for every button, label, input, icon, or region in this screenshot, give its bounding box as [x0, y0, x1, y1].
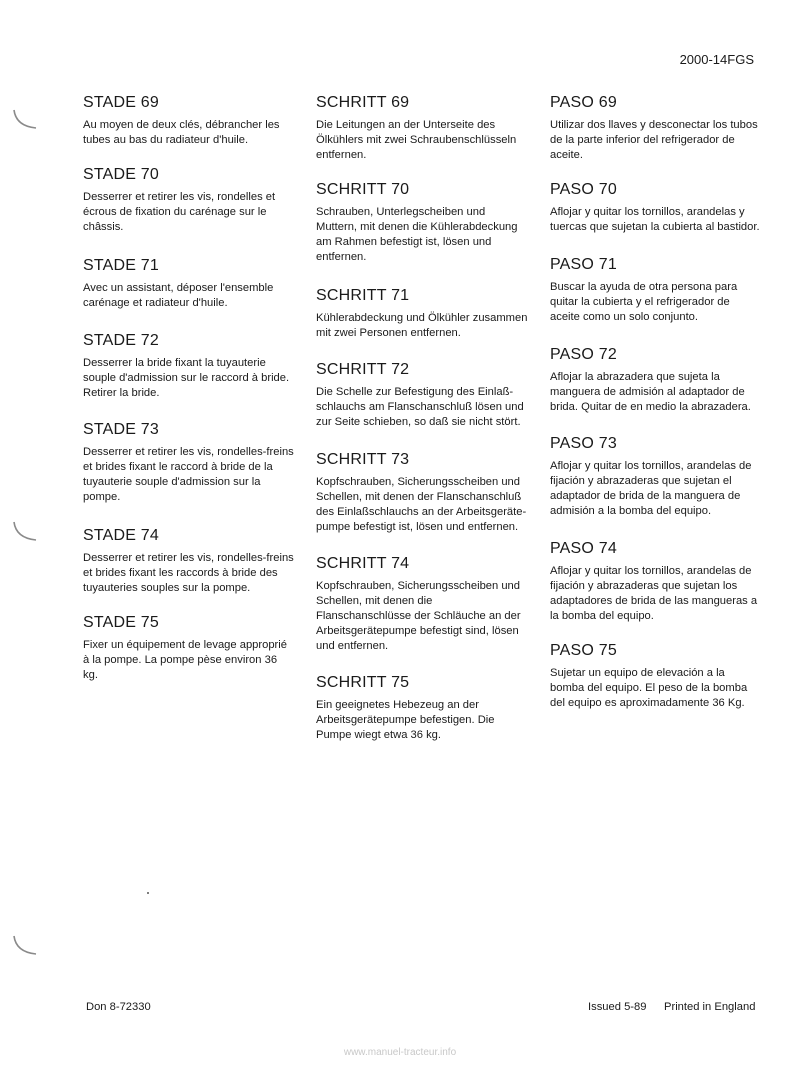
step-block	[550, 346, 762, 415]
step-text: Desserrer et retirer les vis, rondelles et écrous de fixation du carénage sur le châssis.	[83, 191, 276, 233]
step-text: Die Leitungen an der Unterseite des Ölkühlers mit zwei Schraubenschlüsseln entfernen.	[316, 119, 517, 161]
step-text: Au moyen de deux clés, débrancher les tubes au bas du radiateur d'huile.	[83, 119, 280, 146]
step-block	[316, 674, 528, 743]
step-text: Aflojar y quitar los tornillos, arandelas y tuercas que sujetan la cubierta al bastidor.	[550, 206, 760, 233]
step-title: PASO 74	[550, 540, 617, 557]
step-block	[316, 361, 528, 430]
step-title: STADE 71	[83, 257, 159, 274]
step-block	[550, 642, 762, 711]
step-text: Ein geeignetes Hebezeug an der Arbeitsgerätepumpe befestigen. Die Pumpe wiegt etwa 36 kg.	[316, 699, 495, 741]
step-block	[83, 332, 295, 401]
step-title: SCHRITT 71	[316, 287, 410, 304]
step-block	[316, 94, 528, 163]
step-block	[316, 181, 528, 265]
step-text: Desserrer et retirer les vis, rondelles-freins et brides fixant les raccords à bride des tuyauteries souples sur la pompe.	[83, 552, 294, 594]
step-text: Sujetar un equipo de elevación a la bomba del equipo. El peso de la bomba del equipo es aproximadamente 36 Kg.	[550, 667, 748, 709]
step-text: Aflojar y quitar los tornillos, arandelas de fijación y abrazaderas que sujetan los adaptadores de brida de las mangueras a la bomba del equipo.	[550, 565, 758, 622]
step-title: STADE 75	[83, 614, 159, 631]
step-title: STADE 74	[83, 527, 159, 544]
step-block	[550, 256, 762, 325]
step-text: Buscar la ayuda de otra persona para quitar la cubierta y el refrigerador de aceite como un solo conjunto.	[550, 281, 738, 323]
step-block	[83, 257, 295, 311]
step-text: Fixer un équipement de levage approprié à la pompe. La pompe pèse environ 36 kg.	[83, 639, 287, 681]
step-block	[550, 94, 762, 163]
step-title: STADE 70	[83, 166, 159, 183]
binder-hole-mark	[10, 104, 40, 134]
step-text: Utilizar dos llaves y desconectar los tubos de la parte inferior del refrigerador de aceite.	[550, 119, 758, 161]
step-text: Aflojar la abrazadera que sujeta la manguera de admisión al adaptador de brida. Quitar de en medio la abrazadera.	[550, 371, 751, 413]
step-title: SCHRITT 75	[316, 674, 410, 691]
step-title: STADE 69	[83, 94, 159, 111]
step-title: PASO 70	[550, 181, 617, 198]
binder-hole-mark	[10, 516, 40, 546]
step-text: Schrauben, Unterlegscheiben und Muttern, mit denen die Kühlerabdeckung am Rahmen befestigt ist, lösen und entfernen.	[316, 206, 518, 263]
footer-printed: Printed in England	[664, 1001, 756, 1013]
step-text: Kopfschrauben, Sicherungsscheiben und Schellen, mit denen der Flanschanschluß des Einlaßschlauchs an der Arbeitsgeräte-pumpe befestigt ist, lösen und entfernen.	[316, 476, 527, 533]
step-block	[83, 614, 295, 683]
step-block	[316, 451, 528, 535]
step-title: SCHRITT 73	[316, 451, 410, 468]
step-block	[550, 181, 762, 235]
step-block	[83, 166, 295, 235]
step-text: Kühlerabdeckung und Ölkühler zusammen mit zwei Personen entfernen.	[316, 312, 528, 339]
step-title: SCHRITT 69	[316, 94, 410, 111]
footer-issued: Issued 5-89	[588, 1001, 647, 1013]
step-title: SCHRITT 74	[316, 555, 410, 572]
step-block	[83, 421, 295, 505]
step-block	[316, 555, 528, 654]
step-title: PASO 73	[550, 435, 617, 452]
step-title: PASO 69	[550, 94, 617, 111]
step-text: Aflojar y quitar los tornillos, arandelas de fijación y abrazaderas que sujetan el adaptador de brida de la manguera de admisión a la bomba del equipo.	[550, 460, 752, 517]
step-block	[316, 287, 528, 341]
watermark: www.manuel-tracteur.info	[343, 1047, 457, 1058]
document-code: 2000-14FGS	[679, 52, 754, 67]
step-block	[550, 435, 762, 519]
step-block	[83, 527, 295, 596]
step-title: SCHRITT 70	[316, 181, 410, 198]
step-title: PASO 75	[550, 642, 617, 659]
step-title: PASO 71	[550, 256, 617, 273]
step-title: PASO 72	[550, 346, 617, 363]
step-block	[550, 540, 762, 624]
step-text: Die Schelle zur Befestigung des Einlaß-schlauchs am Flanschanschluß lösen und zur Seite schieben, so daß sie nicht stört.	[316, 386, 524, 428]
step-title: STADE 72	[83, 332, 159, 349]
step-text: Avec un assistant, déposer l'ensemble carénage et radiateur d'huile.	[83, 282, 274, 309]
step-text: Desserrer et retirer les vis, rondelles-freins et brides fixant le raccord à bride de la tuyauterie souple d'admission sur la pompe.	[83, 446, 294, 503]
scan-speck	[147, 892, 149, 894]
binder-hole-mark	[10, 930, 40, 960]
step-block	[83, 94, 295, 148]
step-title: STADE 73	[83, 421, 159, 438]
footer-document-number: Don 8-72330	[86, 1001, 151, 1013]
step-title: SCHRITT 72	[316, 361, 410, 378]
step-text: Kopfschrauben, Sicherungsscheiben und Schellen, mit denen die Flanschanschlüsse der Schläuche an der Arbeitsgerätepumpe befestigt sind, lösen und entfernen.	[316, 580, 521, 652]
step-text: Desserrer la bride fixant la tuyauterie souple d'admission sur le raccord à bride. Retirer la bride.	[83, 357, 290, 399]
